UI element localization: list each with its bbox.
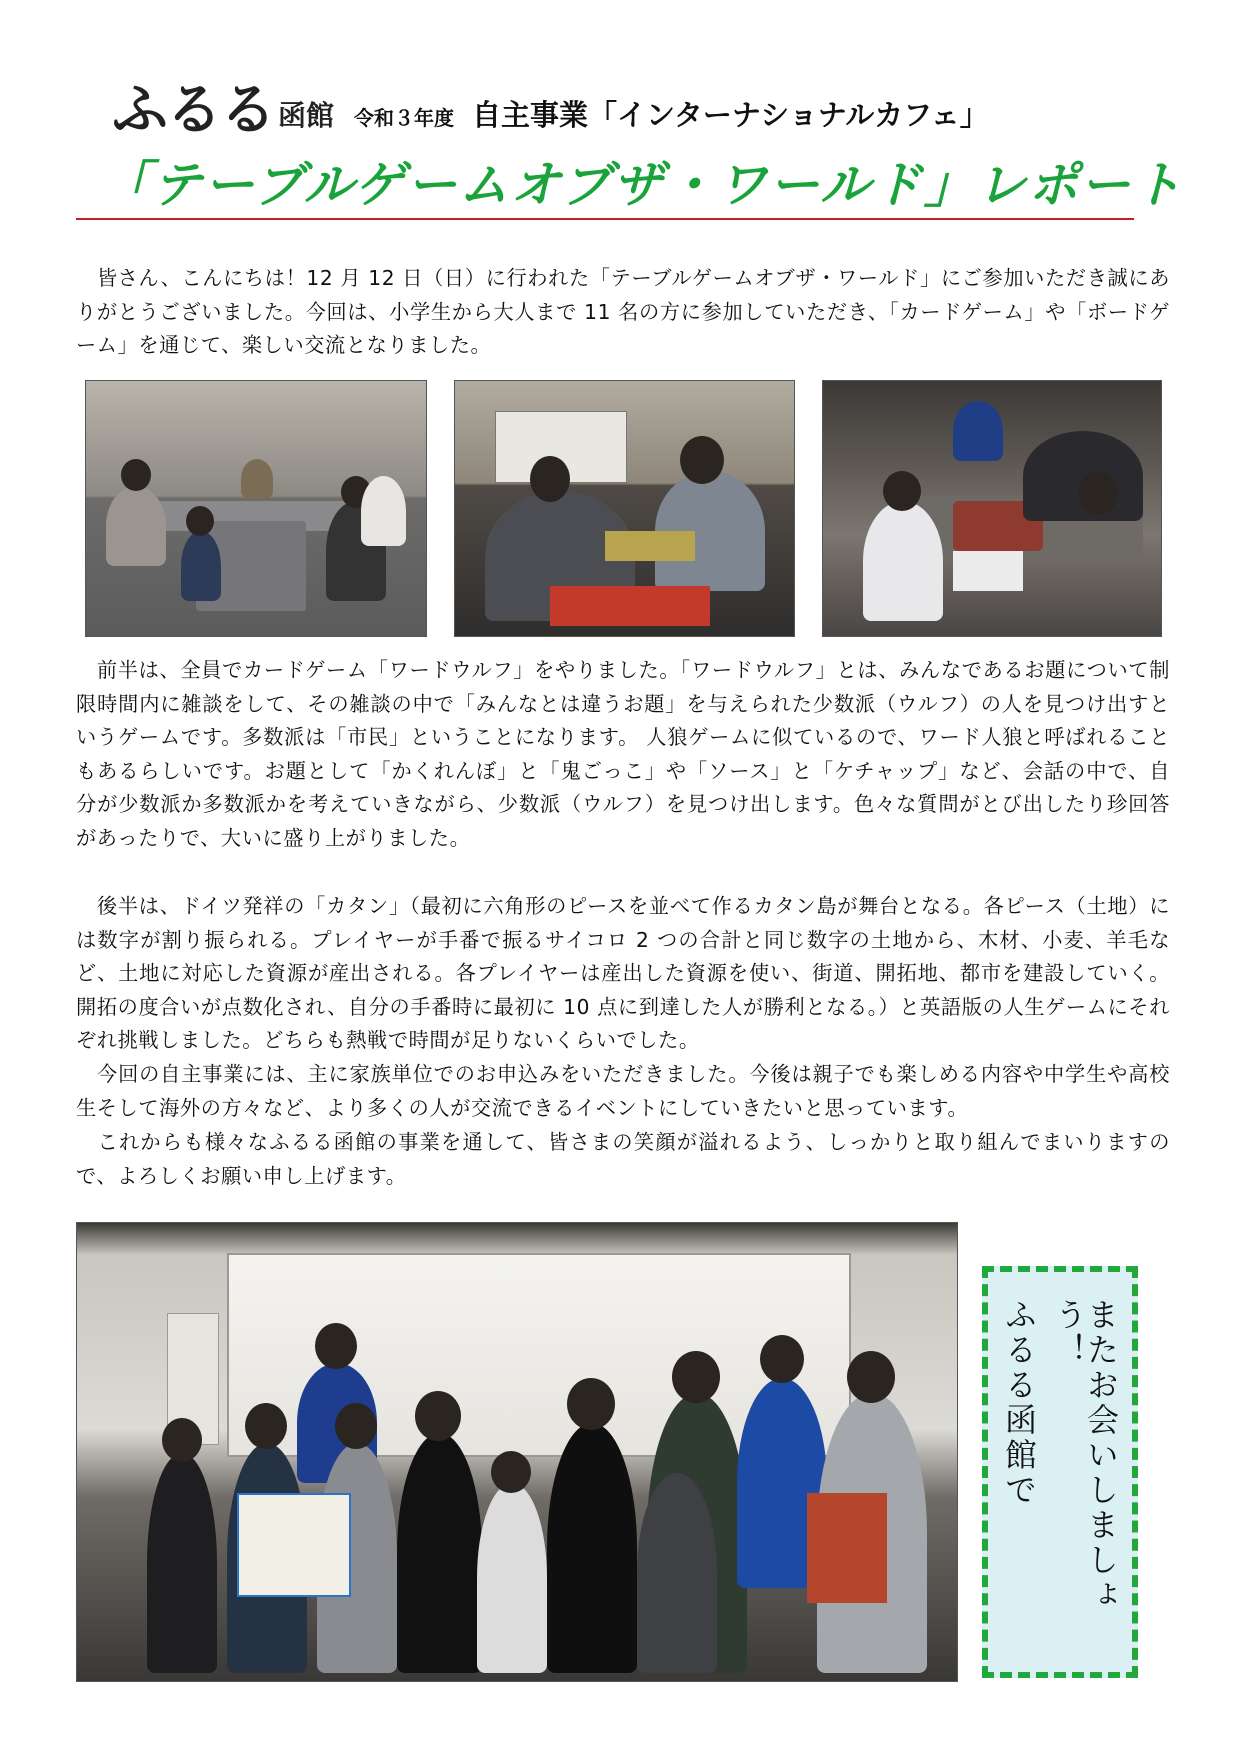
- group-photo: [76, 1222, 958, 1682]
- farewell-line-1: ふるる函館で: [1000, 1298, 1038, 1508]
- title-underline: [76, 218, 1134, 220]
- fiscal-year: 令和３年度: [354, 106, 455, 130]
- farewell-callout: [982, 1266, 1138, 1678]
- farewell-line-2: またお会いしましょう！: [1050, 1298, 1120, 1613]
- page-title: 「テーブルゲームオブザ・ワールド」レポート: [100, 156, 1184, 214]
- header: [112, 77, 989, 143]
- event-photo-3: [822, 380, 1162, 637]
- paragraph-first-half: 前半は、全員でカードゲーム「ワードウルフ」をやりました。「ワードウルフ」とは、みんなであるお題について制限時間内に雑談をして、その雑談の中で「みんなとは違うお題」を与えられた少数派（ウルフ）の人を見つけ出すというゲームです。多数派は「市民」ということになります。 人狼ゲームに似ているので、ワード人狼と呼ばれることもあるらしいです。お題として「かくれんぼ」と「鬼ごっこ」や「ソース」と「ケチャップ」など、会話の中で、自分が少数派か多数派かを考えていきながら、少数派（ウルフ）を見つけ出します。色々な質問がとび出したり珍回答があったりで、大いに盛り上がりました。: [76, 658, 1170, 850]
- logo-kanji: 函館: [278, 99, 335, 132]
- paragraph-applications: 今回の自主事業には、主に家族単位でのお申込みをいただきました。今後は親子でも楽しめる内容や中学生や高校生そして海外の方々など、より多くの人が交流できるイベントにしていきたいと思っています。: [76, 1062, 1170, 1120]
- logo: ふるる: [112, 77, 274, 143]
- intro-paragraph: 皆さん、こんにちは！12 月 12 日（日）に行われた「テーブルゲームオブザ・ワールド」にご参加いただき誠にありがとうございました。今回は、小学生から大人まで 11 名の方に参加していただき、「カードゲーム」や「ボードゲーム」を通じて、楽しい交流となりました。: [76, 266, 1170, 358]
- event-photo-1: [85, 380, 427, 637]
- paragraph-second-half: 後半は、ドイツ発祥の「カタン」（最初に六角形のピースを並べて作るカタン島が舞台となる。各ピース（土地）には数字が割り振られる。プレイヤーが手番で振るサイコロ 2 つの合計と同じ数字の土地から、木材、小麦、羊毛など、土地に対応した資源が産出される。各プレイヤーは産出した資源を使い、街道、開拓地、都市を建設していく。開拓の度合いが点数化され、自分の手番時に最初に 10 点に到達した人が勝利となる。）と英語版の人生ゲームにそれぞれ挑戦しました。どちらも熱戦で時間が足りないくらいでした。: [76, 894, 1170, 1053]
- event-photo-2: [454, 380, 795, 637]
- paragraph-closing: これからも様々なふるる函館の事業を通して、皆さまの笑顔が溢れるよう、しっかりと取り組んでまいりますので、よろしくお願い申し上げます。: [76, 1130, 1170, 1188]
- project-name: 自主事業「インターナショナルカフェ」: [472, 98, 989, 132]
